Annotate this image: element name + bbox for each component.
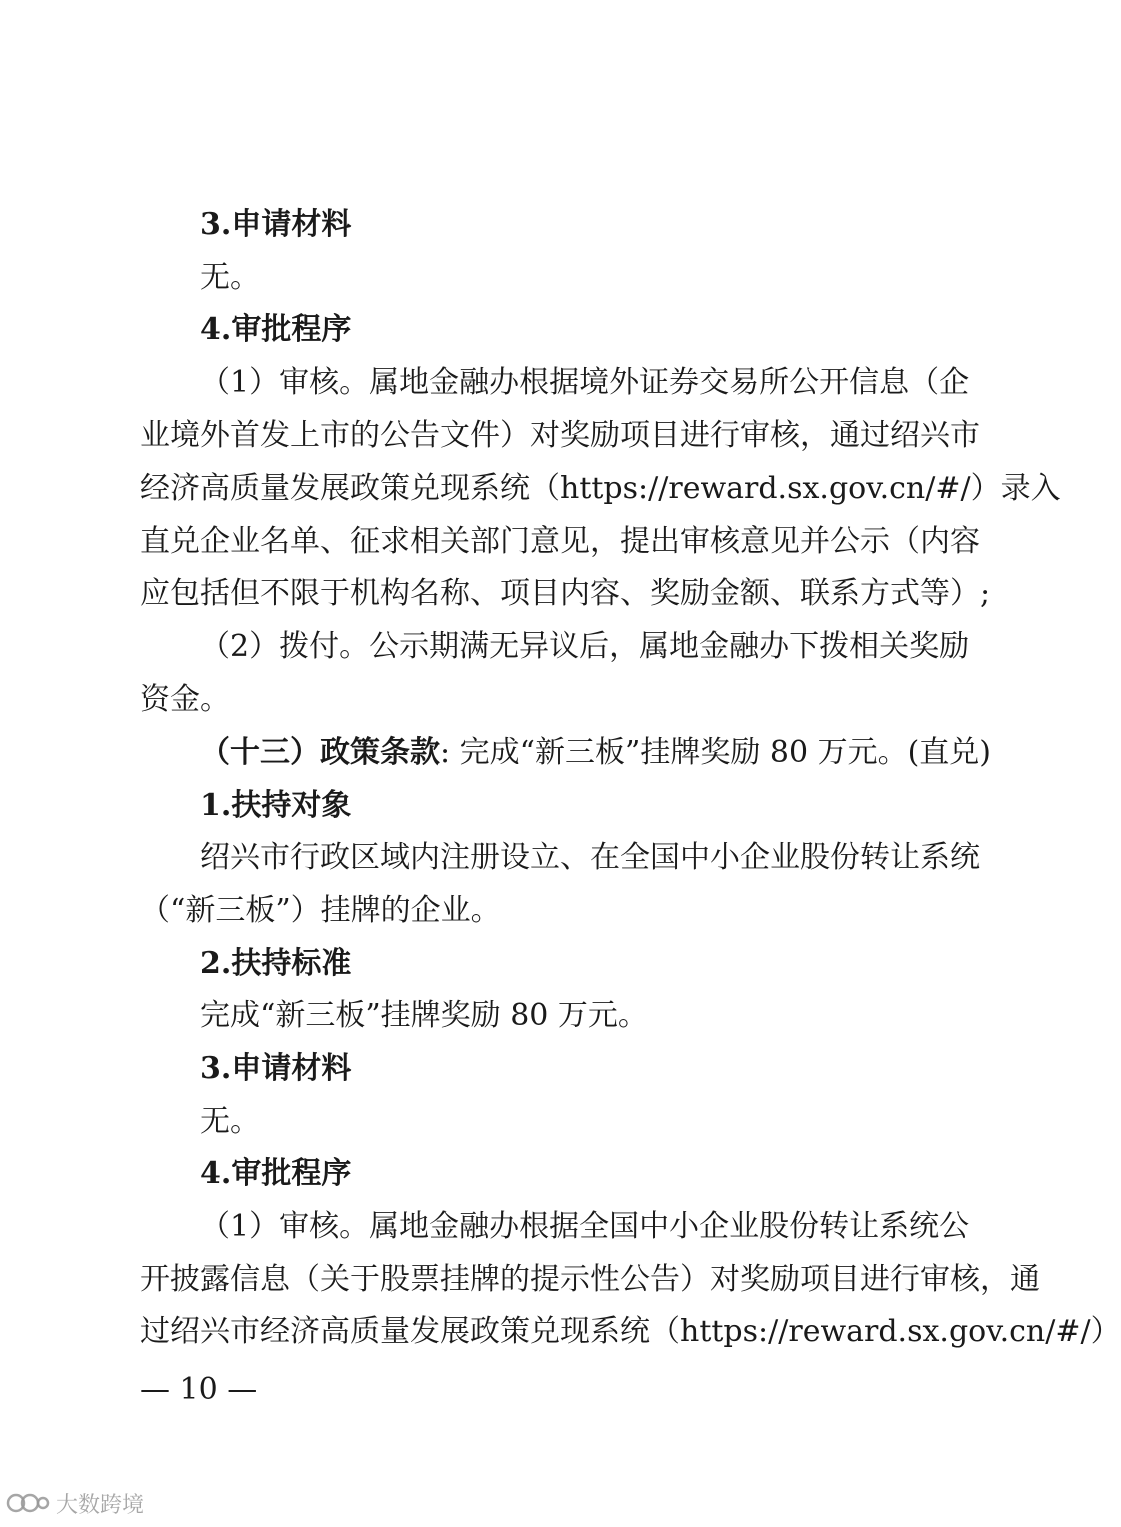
- paragraph-line: 绍兴市行政区域内注册设立、在全国中小企业股份转让系统: [200, 840, 980, 875]
- section-title-rest: : 完成“新三板”挂牌奖励 80 万元。(直兑): [440, 735, 991, 770]
- heading-application-materials: 3.申请材料: [200, 1051, 352, 1086]
- watermark: [6, 1486, 144, 1520]
- watermark-text: 大数跨境: [56, 1492, 145, 1518]
- paragraph-line: 无。: [200, 1104, 260, 1139]
- paragraph-line: （1）审核。属地金融办根据境外证券交易所公开信息（企: [200, 365, 970, 400]
- paragraph-line: 业境外首发上市的公告文件）对奖励项目进行审核，通过绍兴市: [140, 418, 980, 453]
- heading-approval-procedure: 4.审批程序: [200, 312, 352, 347]
- logo-icon: [6, 1490, 50, 1516]
- heading-support-target: 1.扶持对象: [200, 788, 352, 823]
- paragraph-line: （2）拨付。公示期满无异议后，属地金融办下拨相关奖励: [200, 629, 970, 664]
- paragraph-line: 直兑企业名单、征求相关部门意见，提出审核意见并公示（内容: [140, 524, 980, 559]
- paragraph-line: （“新三板”）挂牌的企业。: [140, 893, 501, 928]
- paragraph-line: 过绍兴市经济高质量发展政策兑现系统（https://reward.sx.gov.cn/#/）: [140, 1314, 1121, 1349]
- paragraph-line: 应包括但不限于机构名称、项目内容、奖励金额、联系方式等）;: [140, 576, 991, 611]
- section-title: （十三）政策条款: [200, 735, 440, 770]
- heading-application-materials: 3.申请材料: [200, 207, 352, 242]
- heading-approval-procedure: 4.审批程序: [200, 1156, 352, 1191]
- section-title-line: [200, 727, 991, 779]
- heading-support-standard: 2.扶持标准: [200, 946, 352, 981]
- paragraph-line: （1）审核。属地金融办根据全国中小企业股份转让系统公: [200, 1209, 970, 1244]
- page-number: — 10 —: [140, 1372, 258, 1407]
- paragraph-line: 经济高质量发展政策兑现系统（https://reward.sx.gov.cn/#/）录入: [140, 471, 1061, 506]
- paragraph-line: 完成“新三板”挂牌奖励 80 万元。: [200, 998, 648, 1033]
- paragraph-line: 开披露信息（关于股票挂牌的提示性公告）对奖励项目进行审核，通: [140, 1262, 1040, 1297]
- paragraph-line: 资金。: [140, 682, 230, 717]
- paragraph-line: 无。: [200, 260, 260, 295]
